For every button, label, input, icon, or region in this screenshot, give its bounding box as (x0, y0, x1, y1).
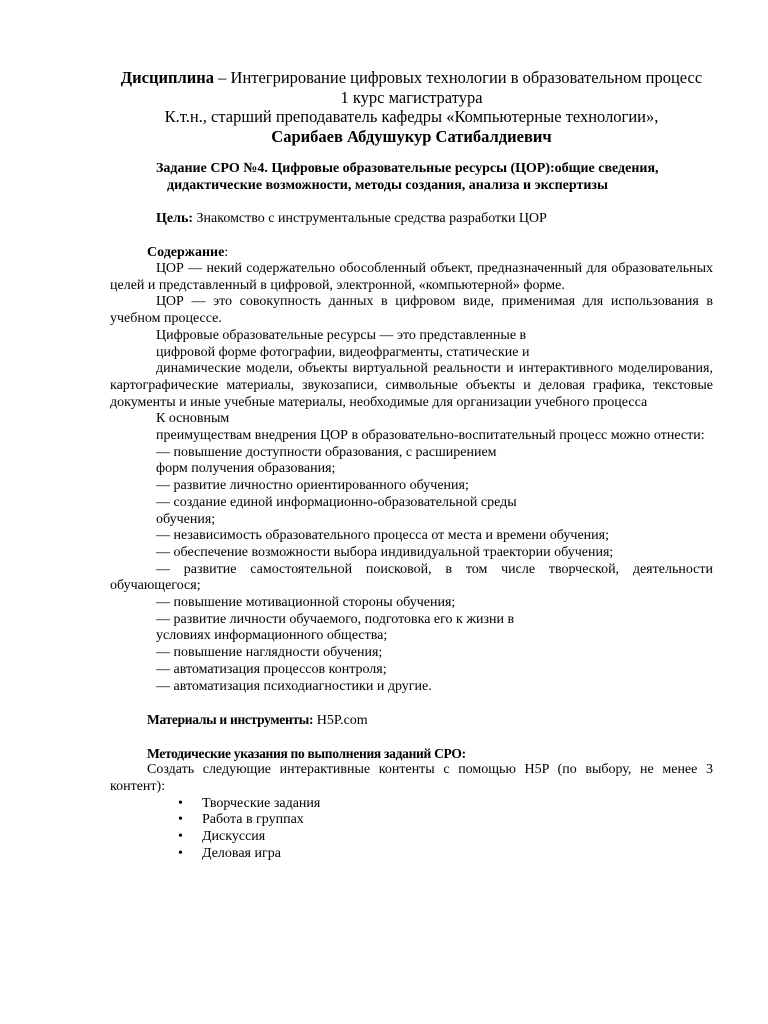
goal-label: Цель: (156, 211, 194, 226)
materials-label: Материалы и инструменты: (147, 712, 314, 728)
text-line: К основным (156, 411, 230, 427)
list-item: — развитие личности обучаемого, подготовка его к жизни в (156, 611, 515, 627)
list-item: обучения; (156, 511, 216, 527)
paragraph: динамические модели, объекты виртуальной реальности и интерактивного моделирования, картографические материалы, звукозаписи, символьные объекты и деловая графика, текстовые документы и иные учебные материалы, необходимые для организации учебного процесса (110, 361, 713, 410)
list-item: • Творческие задания (178, 796, 713, 813)
list-item: — создание единой информационно-образовательной среды (156, 494, 517, 510)
list-item: условиях информационного общества; (156, 628, 388, 644)
task-title-line2: дидактические возможности, методы создания, анализа и экспертизы (167, 178, 608, 193)
materials-line (147, 711, 713, 729)
list-item: • Дискуссия (178, 829, 713, 846)
list-item: — автоматизация психодиагностики и другие. (156, 678, 432, 694)
discipline-line (110, 68, 713, 88)
author-name: Сарибаев Абдушукур Сатибалдиевич (271, 126, 552, 146)
goal-text: Знакомство с инструментальные средства разработки ЦОР (193, 211, 547, 226)
list-item: — независимость образовательного процесса от места и времени обучения; (156, 528, 609, 544)
list-item: — автоматизация процессов контроля; (156, 661, 387, 677)
paragraph: ЦОР — некий содержательно обособленный объект, предназначенный для образовательных целей и представленный в цифровой, электронной, «компьютерной» форме. (110, 261, 713, 293)
list-item: • Деловая игра (178, 846, 713, 863)
document-header (110, 68, 713, 146)
methods-heading: Методические указания по выполнения заданий СРО: (147, 746, 466, 762)
text-line: цифровой форме фотографии, видеофрагменты, статические и (156, 344, 530, 360)
task-title-line1: Задание СРО №4. Цифровые образовательные ресурсы (ЦОР):общие сведения, (156, 161, 659, 176)
paragraph: ЦОР — это совокупность данных в цифровом виде, применимая для использования в учебном процессе. (110, 294, 713, 327)
task-title (156, 160, 713, 194)
list-item: — обеспечение возможности выбора индивидуальной траектории обучения; (156, 544, 614, 560)
discipline-title: – Интегрирование цифровых технологии в образовательном процесс (214, 68, 703, 87)
goal-line (156, 210, 713, 227)
methods-intro: Создать следующие интерактивные контенты с помощью H5P (по выбору, не менее 3 контент): (110, 762, 713, 794)
document-page (110, 68, 713, 863)
list-item: — повышение наглядности обучения; (156, 645, 383, 661)
materials-value: H5P.com (313, 713, 368, 729)
list-item: форм получения образования; (156, 461, 336, 477)
list-item: — повышение доступности образования, с расширением (156, 444, 497, 460)
course-line: 1 курс магистратура (340, 87, 483, 107)
discipline-label: Дисциплина (120, 68, 215, 87)
position-line: К.т.н., старший преподаватель кафедры «Компьютерные технологии», (164, 107, 659, 126)
content-type-list (110, 796, 713, 863)
content-heading: Содержание: (147, 245, 229, 260)
list-item: — развитие личностно ориентированного обучения; (156, 478, 469, 494)
text-line: Цифровые образовательные ресурсы — это представленные в (156, 327, 527, 343)
list-item: — развитие самостоятельной поисковой, в том числе творческой, деятельности обучающегося; (110, 561, 713, 594)
list-item: • Работа в группах (178, 812, 713, 829)
list-item: — повышение мотивационной стороны обучения; (156, 595, 456, 611)
paragraph: преимуществам внедрения ЦОР в образовательно-воспитательный процесс можно отнести: (156, 428, 705, 444)
